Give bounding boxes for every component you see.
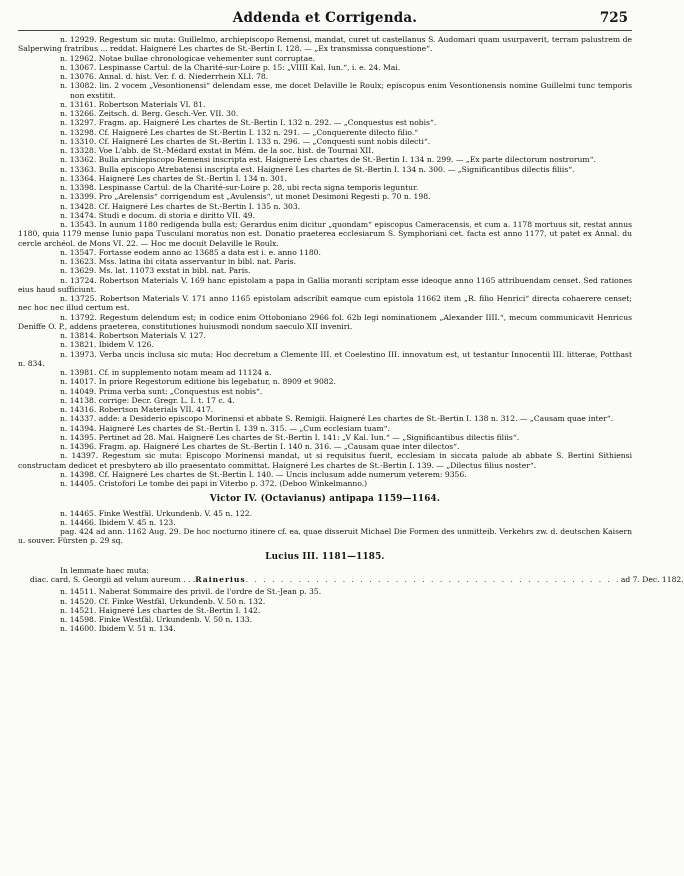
lemma-right: ad 7. Dec. 1182. — [620, 575, 684, 584]
entry-paragraph: n. 13328. Voe L'abb. de St.-Médard exstat in Mém. de la soc. hist. de Tournai XII. — [60, 146, 374, 155]
entry-paragraph: n. 14398. Cf. Haigneré Les chartes de St.-Bertin I. 140. — Uncis inclusum adde numerum veterem: 9356. — [60, 469, 467, 479]
entries-list — [18, 35, 632, 488]
entry-paragraph: n. 14520. Cf. Finke Westfäl. Urkundenb. V. 50 n. 132. — [60, 596, 266, 606]
entry-paragraph: n. 14337. adde: a Desiderio episcopo Morinensi et abbate S. Remigii. Haigneré Les chartes de St.-Bertin I. 138 n. 312. — „Causam quae inter“. — [60, 414, 614, 424]
entry-paragraph: n. 13725. Robertson Materials V. 171 anno 1165 epistolam adscribit eamque cum epistola 11662 item „R. filio Henrici“ directa cohaerere censet; nec hoc nec illud certum est. — [18, 294, 632, 313]
entry-paragraph: n. 14138. corrige: Decr. Gregr. L. I. t. 17 c. 4. — [60, 395, 235, 405]
entry-paragraph: n. 14395. Pertinet ad 28. Mai. Haigneré Les chartes de St.-Bertin I. 141: „V Kal. Iun.“ — „Significantibus dilectis filiis“. — [60, 432, 520, 442]
entry-paragraph: n. 14466. Ibidem V. 45 n. 123. — [60, 517, 176, 527]
entry-paragraph: n. 14017. In priore Regestorum editione bis legebatur, n. 8909 et 9082. — [60, 377, 336, 387]
entry-paragraph: n. 13724. Robertson Materials V. 169 hanc epistolam a papa in Gallia moranti scriptam esse ideoque anno 1165 attribuendam censet. Sed rationes eius haud sufficiunt. — [18, 275, 632, 294]
entry-paragraph: n. 13398. Lespinasse Cartul. de la Charité-sur-Loire p. 28, ubi recta signa temporis leguntur. — [60, 183, 419, 192]
entry-paragraph: n. 14049. Prima verba sunt: „Conquestus est nobis“. — [60, 386, 263, 396]
entry-paragraph: n. 13362. Bulla archiepiscopo Remensi inscripta est. Haigneré Les chartes de St.-Bertin I. 134 n. 299. — „Ex parte dilectorum nostrorum“. — [60, 155, 596, 165]
entry-paragraph: n. 12929. Regestum sic muta: Guillelmo, archiepiscopo Remensi, mandat, curet ut castellanus S. Audomari quam usurpaverit, terram palustrem de Salperwing fratribus ... reddat. Haigneré Les chartes de St.-Bertin I. 128. — „Ex transmissa conquestione“. — [18, 35, 632, 54]
entry-paragraph: n. 13067. Lespinasse Cartul. de la Charité-sur-Loire p. 15: „VIIII Kal. Iun.“, i. e. 24. Mai. — [60, 62, 401, 72]
entry-paragraph: n. 13474. Studi e docum. di storia e diritto VII. 49. — [60, 210, 256, 220]
entry-paragraph: n. 14511. Naberat Sommaire des privil. de l'ordre de St.-Jean p. 35. — [60, 587, 322, 597]
entry-paragraph: n. 14405. Cristofori Le tombe dei papi in Viterbo p. 372. (Deboo Winkelmanno.) — [60, 479, 368, 488]
lemma-intro: In lemmate haec muta: — [60, 565, 149, 575]
entry-paragraph: n. 13297. Fragm. ap. Haigneré Les chartes de St.-Bertin I. 132 n. 292. — „Conquestus est nobis“. — [60, 118, 437, 128]
document-body — [18, 35, 684, 634]
entry-paragraph: n. 13821. Ibidem V. 126. — [60, 340, 154, 350]
entry-paragraph: n. 14598. Finke Westfäl. Urkundenb. V. 50 n. 133. — [60, 615, 253, 624]
entry-paragraph: n. 13076. Annal. d. hist. Ver. f. d. Niederrhein XLI. 78. — [60, 72, 269, 81]
entry-paragraph: n. 13792. Regestum delendum est; in codice enim Ottoboniano 2966 fol. 62b legi nominationem „Alexander IIII.“, mecum communicavit Henricus Deniffe O. P., addens praeterea, constitutiones huiusmodi nondum saeculo XII inveniri. — [18, 312, 632, 331]
entry-paragraph: n. 12962. Notae bullae chronologicae vehementer sunt corruptae. — [60, 53, 316, 63]
entry-paragraph: n. 13981. Cf. in supplemento notam meam ad 11124 a. — [60, 368, 272, 377]
entry-paragraph: n. 13082. lin. 2 vocem „Vesontionensi“ delendam esse, me docet Delaville le Roulx; episcopus enim Vesontionensis nomine Guillelmi tunc temporis non exstitit. — [60, 81, 632, 100]
entry-paragraph: n. 13814. Robertson Materials V. 127. — [60, 331, 206, 340]
entry-paragraph: n. 14396. Fragm. ap. Haigneré Les chartes de St.-Bertin I. 140 n. 316. — „Causam quae inter dilectos“. — [60, 442, 460, 451]
entry-paragraph: n. 13364. Haigneré Les chartes de St.-Bertin I. 134 n. 301. — [60, 173, 287, 183]
entry-paragraph: n. 13161. Robertson Materials VI. 81. — [60, 99, 206, 109]
entry-paragraph: n. 13973. Verba uncis inclusa sic muta: Hoc decretum a Clemente III. et Coelestino III. innovatum est, ut testantur Innocentii III. litterae, Potthast n. 834. — [18, 349, 632, 368]
running-header — [18, 8, 632, 31]
lemma-dots: . . . . . . . . . . . . . . . . . . . . . . . . . . . . . . . . . . . . . . . . . . . — [245, 575, 621, 584]
entry-paragraph: n. 13399. Pro „Arelensis“ corrigendum est „Avulensis“, ut monet Desimoni Regesti p. 70 n. 198. — [60, 192, 431, 202]
entry-paragraph: n. 13623. Mss. latina ibi citata asservantur in bibl. nat. Paris. — [60, 257, 296, 266]
entry-paragraph: n. 14397. Regestum sic muta: Episcopo Morinensi mandat, ut si requisitus fuerit, ecclesiam in siccata palude ab abbate S. Bertini Sithiensi constructam dedicet et presbytero ab illo praesentato committat. Haigneré Les chartes de St.-Bertin I. 139. — „Dilectus filius noster“. — [18, 451, 632, 470]
entry-paragraph: n. 14600. Ibidem V. 51 n. 134. — [60, 624, 176, 634]
entry-paragraph: n. 13310. Cf. Haigneré Les chartes de St.-Bertin I. 133 n. 296. — „Conquesti sunt nobis dilecti“. — [60, 136, 431, 146]
entry-paragraph: n. 14394. Haigneré Les chartes de St.-Bertin I. 139 n. 315. — „Cum ecclesiam tuam“. — [60, 423, 390, 433]
lucius-entries-list — [18, 587, 632, 633]
entry-paragraph: n. 13363. Bulla episcopo Atrebatensi inscripta est. Haigneré Les chartes de St.-Bertin I. 134 n. 300. — „Significantibus dilectis filiis“. — [60, 164, 575, 174]
entry-paragraph: n. 13428. Cf. Haigneré Les chartes de St.-Bertin I. 135 n. 303. — [60, 201, 301, 211]
entry-paragraph: n. 13266. Zeitsch. d. Berg. Gesch.-Ver. VII. 30. — [60, 109, 239, 118]
entry-paragraph: n. 14465. Finke Westfäl. Urkundenb. V. 45 n. 122. — [60, 508, 253, 518]
entry-paragraph: n. 13547. Fortasse eodem anno ac 13685 a data est i. e. anno 1180. — [60, 247, 321, 257]
entry-paragraph: n. 13543. In aunum 1180 redigenda bulla est; Gerardus enim dicitur „quondam“ episcopus Cameracensis, et cum a. 1178 mortuus sit, restat annus 1180, quia 1179 mense Iunio papa Tusculani moratus non est. Donatio praeterea ecclesiarum S. Symphoriani cet. facta est anno 1177, ut patet ex Annal. du cercle archéol. de Mons VI. 22. — Hoc me docuit Delaville le Roulx. — [18, 220, 632, 248]
entry-paragraph: n. 14521. Haigneré Les chartes de St.-Bertin I. 142. — [60, 605, 261, 615]
section-heading-victor: Victor IV. (Octavianus) antipapa 1159—1164. — [209, 494, 441, 505]
entry-paragraph: n. 14316. Robertson Materials VII. 417. — [60, 405, 214, 414]
entry-paragraph: n. 13298. Cf. Haigneré Les chartes de St.-Bertin I. 132 n. 291. — „Conquerente dilecto filio.“ — [60, 127, 419, 137]
header-title: Addenda et Corrigenda. — [232, 10, 418, 26]
victor-entries-list — [18, 509, 632, 546]
entry-paragraph: pag. 424 ad ann. 1162 Aug. 29. De hoc nocturno itinere cf. ea, quae disseruit Michael Die Formen des unmitteib. Verkehrs zw. d. deutschen Kaisern u. souver. Fürsten p. 29 sq. — [18, 527, 632, 546]
page-number: 725 — [599, 10, 628, 26]
lemma-left: diac. card. S. Georgii ad velum aureum . . . — [30, 575, 196, 584]
entry-paragraph: n. 13629. Ms. lat. 11073 exstat in bibl. nat. Paris. — [60, 266, 251, 276]
lemma-row — [18, 575, 684, 584]
section-heading-lucius: Lucius III. 1181—1185. — [265, 551, 385, 562]
lemma-name: Rainerius — [195, 575, 246, 584]
